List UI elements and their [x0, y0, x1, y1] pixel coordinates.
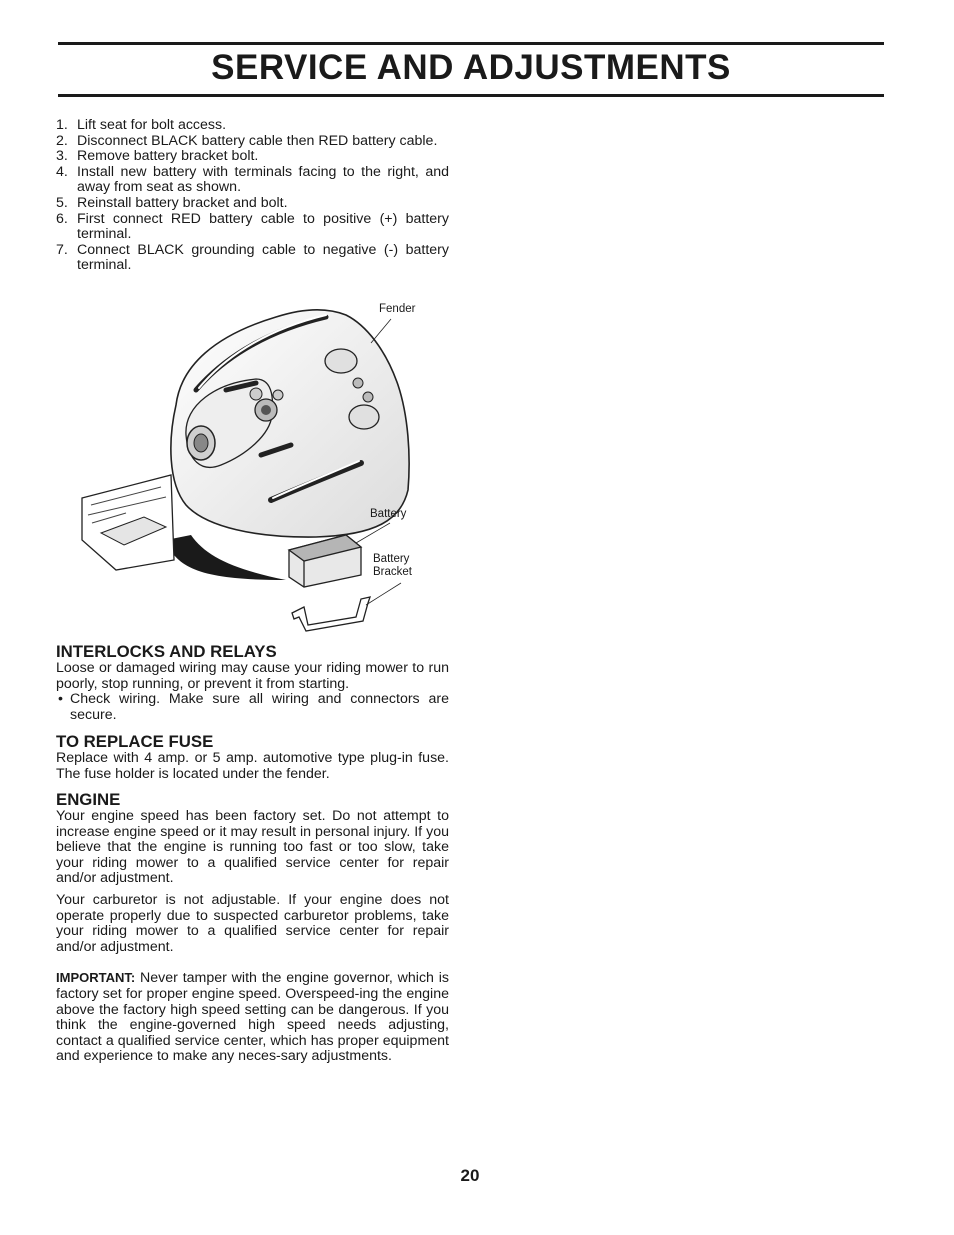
fuse-body: Replace with 4 amp. or 5 amp. automotive type plug-in fuse. The fuse holder is located under the fender.: [56, 750, 449, 782]
step-item: 1. Lift seat for bolt access.: [56, 117, 227, 133]
step-item: 5. Reinstall battery bracket and bolt.: [56, 194, 288, 211]
step-item: 2. Disconnect BLACK battery cable then RED battery cable.: [56, 132, 438, 149]
engine-para-1: Your engine speed has been factory set. Do not attempt to increase engine speed or it may result in personal injury. If you believe that the engine is running too fast or too slow, take your riding mower to a qualified service center for repair and/or adjustment.: [56, 808, 449, 887]
engine-heading: ENGINE: [56, 790, 121, 809]
bullet-icon: •: [58, 691, 63, 708]
step-item: 4. Install new battery with terminals facing to the right, and away from seat as shown.: [56, 163, 449, 196]
header-rule-top: [58, 42, 884, 45]
battery-steps-list: [56, 118, 449, 274]
engine-section: [56, 790, 449, 1065]
step-item: 3. Remove battery bracket bolt.: [56, 148, 259, 165]
callout-fender: Fender: [379, 303, 416, 315]
interlocks-body: Loose or damaged wiring may cause your riding mower to run poorly, stop running, or prevent it from starting.: [56, 660, 449, 692]
step-item: 7. Connect BLACK grounding cable to negative (-) battery terminal.: [56, 241, 449, 274]
important-label: IMPORTANT:: [56, 970, 136, 986]
battery-illustration: [56, 295, 449, 635]
battery-steps-block: [56, 118, 449, 274]
mower-fender-drawing: [56, 295, 449, 635]
engine-important: IMPORTANT: Never tamper with the engine governor, which is factory set for proper engine speed. Overspeed-ing the engine above the factory high speed setting can be dangerous. If you think the engine-governed high speed needs adjusting, contact a qualified service center, which has proper equipment and experience to make any neces-sary adjustments.: [56, 970, 449, 1065]
interlocks-bullet: • Check wiring. Make sure all wiring and connectors are secure.: [58, 691, 449, 723]
callout-battery: Battery: [370, 508, 407, 520]
fuse-section: [56, 732, 449, 782]
interlocks-section: [56, 642, 449, 723]
page-title: SERVICE AND ADJUSTMENTS: [211, 48, 731, 87]
callout-battery-bracket: Battery Bracket: [373, 553, 412, 578]
interlocks-heading: INTERLOCKS AND RELAYS: [56, 642, 277, 661]
header-rule-bottom: [58, 94, 884, 97]
page-number: 20: [460, 1166, 480, 1185]
engine-para-2: Your carburetor is not adjustable. If your engine does not operate properly due to suspected carburetor problems, take your riding mower to a qualified service center for repair and/or adjustment.: [56, 891, 449, 955]
fuse-heading: TO REPLACE FUSE: [56, 732, 214, 751]
step-item: 6. First connect RED battery cable to positive (+) battery terminal.: [56, 210, 449, 243]
